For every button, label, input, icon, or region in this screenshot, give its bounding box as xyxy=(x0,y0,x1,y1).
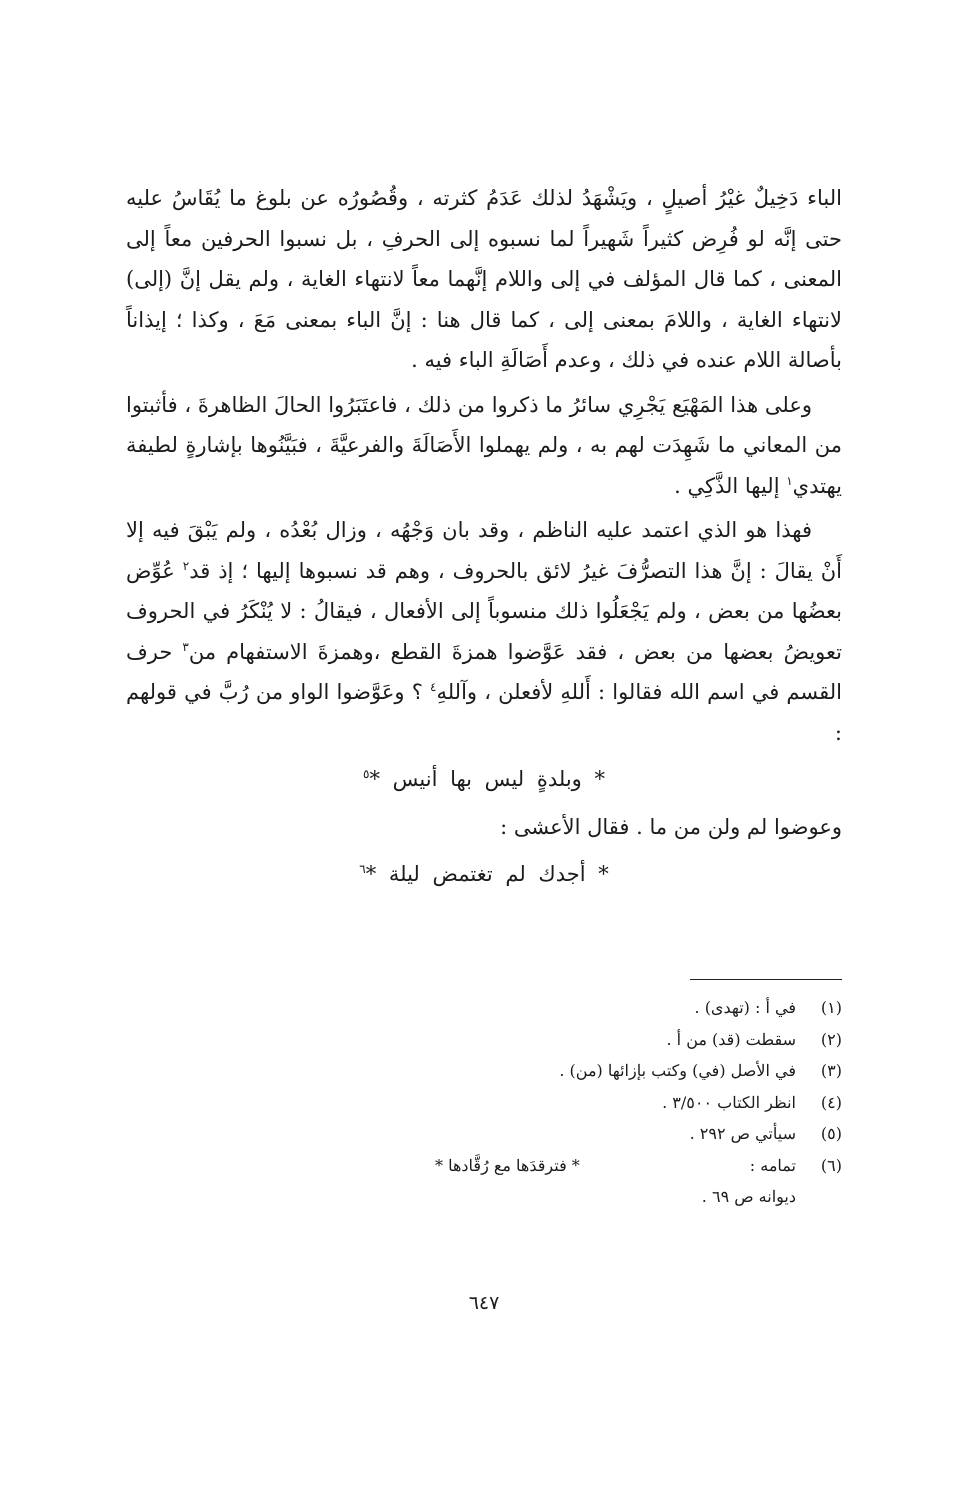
footnote-separator xyxy=(690,979,842,980)
footnote-number: (٤) xyxy=(820,1092,842,1112)
footnote-text: تمامه : xyxy=(749,1155,796,1175)
footnote-6 xyxy=(330,1150,842,1182)
footnote-number: (١) xyxy=(820,998,842,1017)
paragraph-3-text: فهذا هو الذي اعتمد عليه الناظم ، وقد بان وَجْهُه ، وزال بُعْدُه ، ولم يَبْقَ فيه إلا أَنْ يقالَ : إنَّ هذا التصرُّفَ غيرُ لائق بالحروف ، وهم قد نسبوها إليها ؛ إذ قد$^٢$ عُوِّض بعضُها من بعض ، ولم يَجْعَلُوا ذلك منسوباً إلى الأفعال ، فيقالُ : لا يُنْكَرُ في الحروف تعويضُ بعضها من بعض ، فقد عَوَّضوا همزةَ القطع ،وهمزةَ الاستفهام من$^٣$ حرف القسم في اسم الله فقالوا : أَللهِ لأفعلن ، وآللهِ$^٤$ ؟ وعَوَّضوا الواو من رُبَّ في قولهم : xyxy=(126,518,843,745)
verse-2 xyxy=(126,854,842,894)
footnote-text: سيأتي ص ٢٩٢ . xyxy=(689,1124,796,1143)
page-number: ٦٤٧ xyxy=(468,1292,500,1314)
footnote-6-continuation: ديوانه ص ٦٩ . xyxy=(701,1187,796,1206)
paragraph-2-text: وعلى هذا المَهْيَع يَجْرِي سائرُ ما ذكروا من ذلك ، فاعتَبَرُوا الحالَ الظاهرةَ ، فأثبتوا من المعاني ما شَهِدَت لهم به ، ولم يهملوا الأَصَالَةَ والفرعيَّةَ ، فبَيَّنُوها بإشارةٍ لطيفة يهتدي$^١$ إليها الذَّكِي . xyxy=(126,392,842,498)
footnote-text: في أ : (تهدى) . xyxy=(694,998,796,1017)
verse-1 xyxy=(126,759,842,799)
paragraph-2 xyxy=(126,385,842,507)
footnote-number: (٥) xyxy=(820,1124,842,1143)
footnote-number: (٣) xyxy=(820,1061,842,1080)
footnote-3 xyxy=(330,1055,842,1087)
verse-2-text: * أجدك لم تغتمض ليلة * xyxy=(365,861,609,886)
transition-line: وعوضوا لم ولن من ما . فقال الأعشى : xyxy=(500,815,842,839)
footnotes xyxy=(330,992,842,1213)
footnote-number: (٦) xyxy=(820,1155,842,1175)
footnote-marker-2: ٢ xyxy=(182,558,190,573)
footnote-marker-4: ٤ xyxy=(430,680,437,694)
footnote-4 xyxy=(330,1087,842,1119)
footnote-marker-1: ١ xyxy=(786,473,793,488)
footnote-marker-6: ٦ xyxy=(359,861,366,876)
footnote-text: سقطت (قد) من أ . xyxy=(666,1029,796,1049)
footnote-5 xyxy=(330,1118,842,1150)
footnote-text: انظر الكتاب ٣/٥٠٠ . xyxy=(662,1092,796,1112)
main-text xyxy=(126,178,842,902)
footnote-verse: * فترقدَها مع رُقَّادها * xyxy=(435,1155,580,1175)
footnote-text: في الأصل (في) وكتب بإزائها (من) . xyxy=(559,1061,796,1080)
footnote-number: (٢) xyxy=(820,1029,842,1049)
verse-1-text: * وبلدةٍ ليس بها أنيس * xyxy=(369,767,605,791)
footnote-marker-3: ٣ xyxy=(182,639,189,654)
footnote-marker-5: ٥ xyxy=(362,767,370,781)
footnote-2 xyxy=(330,1024,842,1056)
paragraph-3 xyxy=(126,510,842,753)
paragraph-1: الباء دَخِيلٌ غيْرُ أصيلٍ ، ويَشْهَدُ لذلك عَدَمُ كثرته ، وقُصُورُه عن بلوغ ما يُقَاسُ عليه حتى إنَّه لو فُرِض كثيراً شَهيراً لما نسبوه إلى الحرفِ ، بل نسبوا الحرفين معاً إلى المعنى ، كما قال المؤلف في إلى واللام إنَّهما معاً لانتهاء الغاية ، ولم يقل إنَّ (إلى) لانتهاء الغاية ، واللامَ بمعنى إلى ، كما قال هنا : إنَّ الباء بمعنى مَعَ ، وكذا ؛ إيذاناً بأصالة اللام عنده في ذلك ، وعدم أَصَالَةِ الباء فيه . xyxy=(126,186,842,372)
footnote-1 xyxy=(330,992,842,1024)
